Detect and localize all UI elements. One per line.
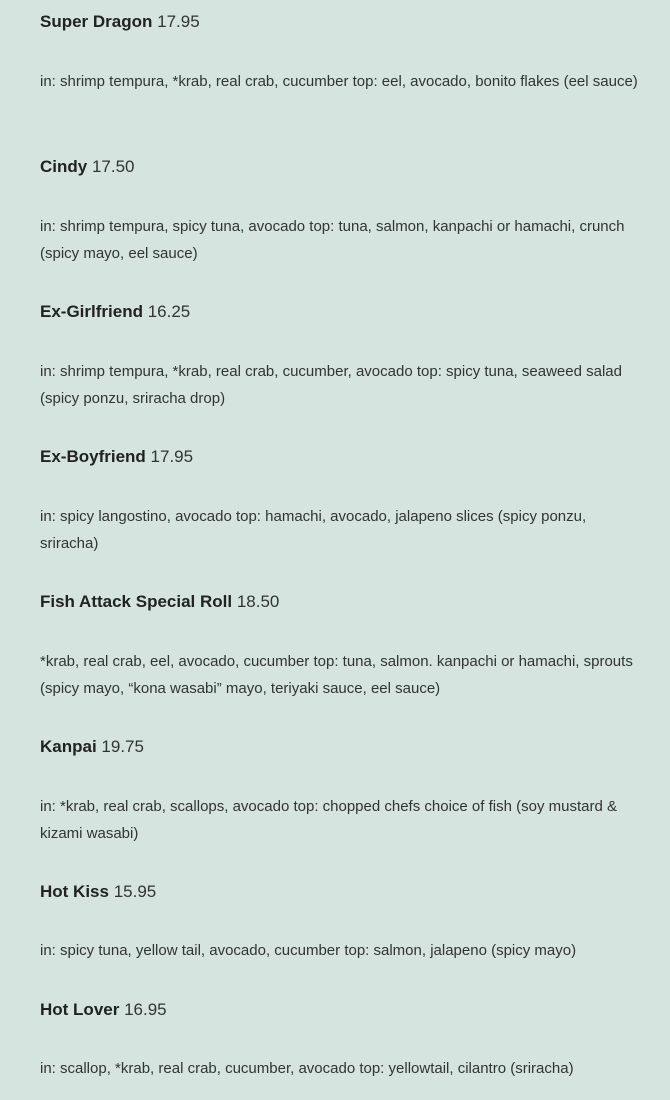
menu-item-description: in: spicy tuna, yellow tail, avocado, cucumber top: salmon, jalapeno (spicy mayo) <box>40 942 577 959</box>
menu-item-description: in: shrimp tempura, *krab, real crab, cucumber top: eel, avocado, bonito flakes (eel sauce) <box>40 73 638 90</box>
menu-item-description: in: *krab, real crab, scallops, avocado top: chopped chefs choice of fish (soy mustard & kizami wasabi) <box>40 798 617 842</box>
menu-item <box>40 591 645 697</box>
menu-item-description: in: scallop, *krab, real crab, cucumber, avocado top: yellowtail, cilantro (sriracha) <box>40 1060 574 1077</box>
menu-item <box>40 156 645 262</box>
menu-item-description: in: shrimp tempura, *krab, real crab, cucumber, avocado top: spicy tuna, seaweed salad (spicy ponzu, sriracha drop) <box>40 363 622 407</box>
menu-item-title <box>40 11 645 33</box>
menu-item-title <box>40 591 645 613</box>
menu-item-price: 16.95 <box>124 1000 167 1019</box>
menu-item <box>40 446 645 552</box>
menu-item-title <box>40 156 645 178</box>
menu-item-name: Kanpai <box>40 737 97 756</box>
menu-item-name: Cindy <box>40 157 88 176</box>
menu-item-name: Ex-Girlfriend <box>40 302 143 321</box>
menu-item-name: Super Dragon <box>40 12 153 31</box>
menu-item-description: *krab, real crab, eel, avocado, cucumber top: tuna, salmon. kanpachi or hamachi, sprouts (spicy mayo, “kona wasabi” mayo, teriyaki sauce, eel sauce) <box>40 653 633 697</box>
menu-item-price: 16.25 <box>147 302 191 321</box>
menu-item-price: 17.95 <box>150 447 194 466</box>
menu-item-description: in: shrimp tempura, spicy tuna, avocado top: tuna, salmon, kanpachi or hamachi, crunch (spicy mayo, eel sauce) <box>40 218 625 262</box>
menu-item-name: Hot Kiss <box>40 882 109 901</box>
menu-item <box>40 881 645 959</box>
menu-item-title <box>40 446 645 468</box>
menu-item-title <box>40 999 645 1021</box>
menu-item-price: 19.75 <box>101 737 144 756</box>
menu-item-price: 17.50 <box>91 157 135 176</box>
menu-item-description: in: spicy langostino, avocado top: hamachi, avocado, jalapeno slices (spicy ponzu, sriracha) <box>40 508 587 552</box>
menu-item-name: Hot Lover <box>40 1000 120 1019</box>
menu-item-price: 15.95 <box>113 882 157 901</box>
menu-item <box>40 301 645 407</box>
menu-item-price: 17.95 <box>157 12 200 31</box>
menu-item-title <box>40 881 645 903</box>
menu-item-title <box>40 736 645 758</box>
menu-item <box>40 11 645 90</box>
menu-item-name: Ex-Boyfriend <box>40 447 146 466</box>
menu-item-title <box>40 301 645 323</box>
menu-item-name: Fish Attack Special Roll <box>40 592 233 611</box>
menu-item-price: 18.50 <box>236 592 280 611</box>
menu-item <box>40 999 645 1077</box>
menu-item <box>40 736 645 842</box>
